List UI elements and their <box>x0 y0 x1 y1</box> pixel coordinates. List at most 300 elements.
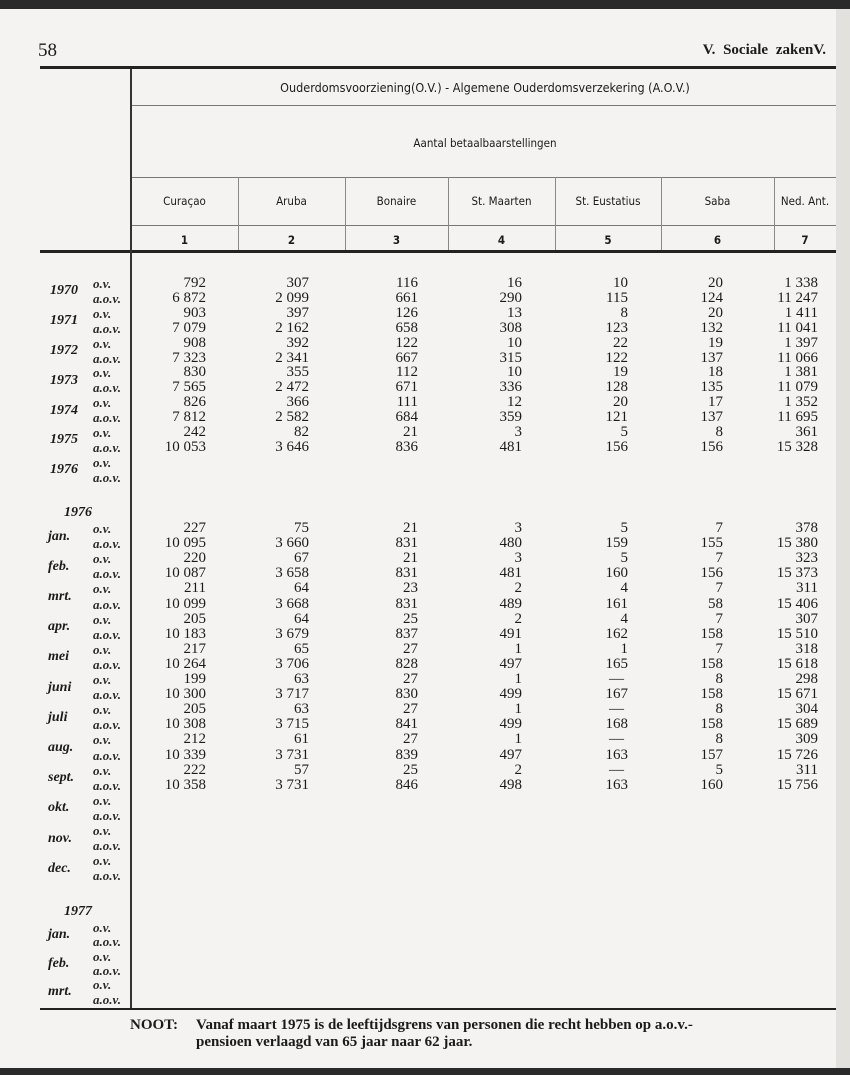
row-type-ov: o.v. <box>93 395 112 411</box>
table-cell: — <box>609 701 624 718</box>
month-label: juli <box>48 709 68 725</box>
footnote-line-2: pensioen verlaagd van 65 jaar naar 62 jaar. <box>196 1034 473 1050</box>
row-type-aov: a.o.v. <box>93 934 122 950</box>
table-cell: 67 <box>294 550 309 567</box>
table-cell: 366 <box>286 394 309 411</box>
table-cell: 22 <box>613 334 628 351</box>
table-cell: 15 510 <box>776 625 818 642</box>
table-cell: 3 731 <box>275 776 309 793</box>
table-cell: 20 <box>708 304 723 321</box>
column-header: Curaçao <box>163 194 206 208</box>
table-cell: 830 <box>395 686 418 703</box>
table-cell: 27 <box>403 640 418 657</box>
year-label: 1970 <box>50 283 78 299</box>
columns-rule <box>131 225 836 226</box>
column-number: 4 <box>497 233 506 247</box>
footnote <box>130 1017 693 1051</box>
table-cell: 323 <box>795 550 818 567</box>
table-cell: 135 <box>700 379 723 396</box>
table-cell: 1 352 <box>784 394 818 411</box>
table-cell: 11 695 <box>777 409 818 426</box>
table-cell: 10 053 <box>164 438 206 455</box>
column-header: Bonaire <box>376 194 417 208</box>
table-cell: 128 <box>605 379 628 396</box>
table-cell: 65 <box>294 640 309 657</box>
table-cell: 3 731 <box>275 746 309 763</box>
table-cell: 15 756 <box>776 776 818 793</box>
table-cell: 27 <box>403 671 418 687</box>
table-cell: 7 565 <box>172 379 206 396</box>
table-cell: 163 <box>605 776 628 793</box>
table-cell: 336 <box>499 379 522 396</box>
table-cell: 846 <box>395 776 418 793</box>
table-cell: 123 <box>605 319 628 336</box>
column-header: Ned. Ant. <box>780 194 830 208</box>
table-cell: 158 <box>700 655 723 672</box>
row-type-ov: o.v. <box>93 276 112 291</box>
table-cell: 82 <box>294 424 309 440</box>
table-cell: 64 <box>294 610 309 627</box>
table-cell: 378 <box>795 520 818 536</box>
table-cell: 1 338 <box>784 275 818 291</box>
footnote-line-1: Vanaf maart 1975 is de leeftijdsgrens van personen die recht hebben op a.o.v.- <box>196 1017 693 1033</box>
table-cell: 222 <box>183 761 206 778</box>
header-bottom-rule <box>40 250 836 253</box>
table-cell: 15 373 <box>776 565 818 582</box>
table-cell: 8 <box>715 731 723 748</box>
table-cell: 242 <box>183 424 206 440</box>
table-cell: 19 <box>613 364 628 381</box>
row-type-ov: o.v. <box>93 762 112 778</box>
month-label: mei <box>48 649 69 665</box>
column-divider <box>555 177 556 250</box>
column-number: 6 <box>713 233 722 247</box>
table-cell: 156 <box>700 565 723 582</box>
table-cell: 211 <box>184 580 206 597</box>
month-label: okt. <box>48 800 70 816</box>
stub-divider <box>130 69 132 1008</box>
table-cell: 1 <box>514 701 522 718</box>
table-cell: 307 <box>795 610 818 627</box>
month-label: sept. <box>48 770 75 786</box>
table-cell: 21 <box>403 424 418 440</box>
table-cell: 361 <box>795 424 818 440</box>
table-cell: 499 <box>499 686 522 703</box>
table-cell: 155 <box>700 535 723 552</box>
table-cell: 158 <box>700 686 723 703</box>
table-cell: 156 <box>605 438 628 455</box>
table-cell: 16 <box>507 275 522 291</box>
column-header: St. Maarten <box>471 194 532 208</box>
table-cell: 27 <box>403 701 418 718</box>
table-cell: 10 <box>507 334 522 351</box>
month-label: feb. <box>48 558 70 574</box>
column-header: St. Eustatius <box>575 194 641 208</box>
month-label: mrt. <box>48 984 72 1000</box>
table-cell: 671 <box>395 379 418 396</box>
table-cell: 7 <box>715 520 723 536</box>
row-type-aov: a.o.v. <box>93 439 122 455</box>
table-cell: 156 <box>700 438 723 455</box>
table-cell: 661 <box>395 289 418 306</box>
row-type-ov: o.v. <box>93 641 112 657</box>
table-cell: 205 <box>183 610 206 627</box>
table-cell: 3 660 <box>275 535 309 552</box>
table-cell: 10 183 <box>164 625 206 642</box>
month-label: juni <box>48 679 72 695</box>
month-label: mrt. <box>48 588 72 604</box>
month-label: feb. <box>48 955 70 971</box>
row-type-aov: a.o.v. <box>93 687 122 703</box>
row-type-ov: o.v. <box>93 948 112 964</box>
year-label: 1972 <box>50 343 78 359</box>
row-type-ov: o.v. <box>93 551 112 567</box>
table-cell: 836 <box>395 438 418 455</box>
column-divider <box>238 177 239 250</box>
table-cell: 7 <box>715 610 723 627</box>
table-cell: 17 <box>708 394 723 411</box>
table-cell: 20 <box>708 275 723 291</box>
table-cell: 5 <box>620 550 628 567</box>
year-label: 1974 <box>50 402 78 418</box>
column-header: Saba <box>704 194 731 208</box>
table-cell: 828 <box>395 655 418 672</box>
table-cell: 8 <box>620 304 628 321</box>
table-cell: 160 <box>605 565 628 582</box>
row-type-ov: o.v. <box>93 305 112 321</box>
table-cell: 15 328 <box>776 438 818 455</box>
table-cell: 64 <box>294 580 309 597</box>
table-cell: 11 041 <box>777 319 818 336</box>
table-cell: 167 <box>605 686 628 703</box>
row-type-aov: a.o.v. <box>93 350 122 366</box>
title-rule <box>131 105 836 106</box>
table-cell: 3 706 <box>275 655 309 672</box>
table-cell: 7 <box>715 640 723 657</box>
table-cell: 298 <box>795 671 818 687</box>
table-cell: 163 <box>605 746 628 763</box>
row-type-ov: o.v. <box>93 977 112 993</box>
row-type-aov: a.o.v. <box>93 626 122 642</box>
table-cell: 3 <box>514 424 522 440</box>
table-cell: 3 717 <box>275 686 309 703</box>
year-label: 1975 <box>50 432 78 448</box>
table-cell: 1 <box>514 671 522 687</box>
table-title: Ouderdomsvoorziening(O.V.) - Algemene Ouderdomsverzekering (A.O.V.) <box>280 80 690 95</box>
table-cell: — <box>609 761 624 778</box>
table-cell: 11 079 <box>777 379 818 396</box>
table-cell: 115 <box>606 289 628 306</box>
row-type-ov: o.v. <box>93 425 112 440</box>
scan-bottom-border <box>0 1068 850 1075</box>
table-cell: 11 066 <box>777 349 818 366</box>
scan-top-border <box>0 0 850 9</box>
table-cell: 3 <box>514 550 522 567</box>
table-cell: 10 300 <box>164 686 206 703</box>
table-cell: 158 <box>700 625 723 642</box>
table-cell: 10 339 <box>164 746 206 763</box>
table-cell: 831 <box>395 565 418 582</box>
table-cell: 3 <box>514 520 522 536</box>
table-cell: 2 472 <box>275 379 309 396</box>
row-type-aov: a.o.v. <box>93 380 122 396</box>
table-cell: 1 <box>514 731 522 748</box>
table-cell: 161 <box>605 595 628 612</box>
table-cell: 7 <box>715 580 723 597</box>
year-label: 1976 <box>64 505 92 520</box>
table-cell: 392 <box>286 334 309 351</box>
table-cell: 2 <box>514 610 522 627</box>
month-label: nov. <box>48 830 72 846</box>
table-cell: 3 679 <box>275 625 309 642</box>
row-type-ov: o.v. <box>93 611 112 627</box>
row-type-aov: a.o.v. <box>93 868 122 884</box>
table-cell: 10 087 <box>164 565 206 582</box>
running-head-text: V. Sociale zaken <box>702 42 814 58</box>
row-type-ov: o.v. <box>93 732 112 748</box>
table-cell: 491 <box>499 625 522 642</box>
table-cell: 10 095 <box>164 535 206 552</box>
table-cell: 1 381 <box>784 364 818 381</box>
table-cell: 132 <box>700 319 723 336</box>
column-number: 1 <box>180 233 189 247</box>
table-cell: 20 <box>613 394 628 411</box>
row-type-aov: a.o.v. <box>93 962 122 978</box>
page-number: 58 <box>38 40 57 61</box>
table-cell: 10 099 <box>164 595 206 612</box>
table-cell: 162 <box>605 625 628 642</box>
table-cell: 481 <box>499 438 522 455</box>
table-cell: 25 <box>403 610 418 627</box>
table-cell: 1 <box>620 640 628 657</box>
row-type-ov: o.v. <box>93 335 112 351</box>
table-cell: 8 <box>715 424 723 440</box>
column-number: 7 <box>801 233 809 247</box>
table-cell: 3 715 <box>275 716 309 733</box>
running-head <box>703 42 826 59</box>
column-number: 2 <box>287 233 296 247</box>
table-cell: 2 <box>514 580 522 597</box>
table-subtitle: Aantal betaalbaarstellingen <box>413 136 557 150</box>
table-cell: 159 <box>605 535 628 552</box>
table-cell: 841 <box>395 716 418 733</box>
table-cell: 792 <box>183 275 206 291</box>
table-cell: 5 <box>715 761 723 778</box>
table-cell: 112 <box>396 364 418 381</box>
month-label: apr. <box>48 619 71 635</box>
table-cell: 359 <box>499 409 522 426</box>
table-cell: 3 658 <box>275 565 309 582</box>
top-rule <box>40 66 836 69</box>
table-cell: 684 <box>395 409 418 426</box>
table-cell: 220 <box>183 550 206 567</box>
table-cell: 2 099 <box>275 289 309 306</box>
table-cell: 3 646 <box>275 438 309 455</box>
month-label: aug. <box>48 739 74 755</box>
table-cell: 318 <box>795 640 818 657</box>
table-cell: 157 <box>700 746 723 763</box>
row-type-ov: o.v. <box>93 702 112 718</box>
table-cell: 168 <box>605 716 628 733</box>
year-label: 1976 <box>50 462 78 478</box>
column-divider <box>448 177 449 250</box>
row-type-aov: a.o.v. <box>93 838 122 854</box>
row-type-aov: a.o.v. <box>93 536 122 552</box>
table-cell: 58 <box>708 595 723 612</box>
table-cell: 15 689 <box>776 716 818 733</box>
table-cell: 227 <box>183 520 206 536</box>
month-label: jan. <box>48 927 71 943</box>
column-divider <box>661 177 662 250</box>
table-cell: 4 <box>620 610 628 627</box>
row-type-aov: a.o.v. <box>93 469 122 485</box>
column-header: Aruba <box>276 194 307 208</box>
table-cell: — <box>609 671 624 687</box>
table-cell: 57 <box>294 761 309 778</box>
row-type-aov: a.o.v. <box>93 807 122 823</box>
table-cell: 837 <box>395 625 418 642</box>
table-cell: 158 <box>700 716 723 733</box>
row-type-ov: o.v. <box>93 454 112 470</box>
table-cell: 212 <box>183 731 206 748</box>
row-type-aov: a.o.v. <box>93 596 122 612</box>
table-cell: 5 <box>620 424 628 440</box>
table-cell: 160 <box>700 776 723 793</box>
row-type-ov: o.v. <box>93 823 112 838</box>
table-cell: 903 <box>183 304 206 321</box>
table-cell: 12 <box>507 394 522 411</box>
table-cell: 10 358 <box>164 776 206 793</box>
table-cell: 8 <box>715 701 723 718</box>
table-cell: 315 <box>499 349 522 366</box>
column-number: 3 <box>392 233 401 247</box>
table-cell: 3 668 <box>275 595 309 612</box>
table-cell: 122 <box>605 349 628 366</box>
table-cell: 124 <box>700 289 723 306</box>
table-cell: 10 <box>613 275 628 291</box>
table-cell: 830 <box>183 364 206 381</box>
table-cell: 1 411 <box>784 304 818 321</box>
row-type-ov: o.v. <box>93 672 112 687</box>
row-type-aov: a.o.v. <box>93 410 122 426</box>
month-label: dec. <box>48 860 71 876</box>
table-cell: 11 247 <box>777 289 818 306</box>
table-cell: 122 <box>395 334 418 351</box>
next-page-edge <box>836 9 850 1075</box>
table-cell: 7 079 <box>172 319 206 336</box>
table-cell: 15 671 <box>776 686 818 703</box>
table-cell: 480 <box>499 535 522 552</box>
table-cell: 21 <box>403 550 418 567</box>
table-cell: — <box>609 731 624 748</box>
table-cell: 15 380 <box>776 535 818 552</box>
table-cell: 137 <box>700 409 723 426</box>
month-label: jan. <box>48 528 71 544</box>
table-bottom-rule <box>40 1008 836 1010</box>
table-cell: 63 <box>294 701 309 718</box>
row-type-ov: o.v. <box>93 521 112 536</box>
table-cell: 4 <box>620 580 628 597</box>
year-label: 1971 <box>50 313 78 329</box>
table-cell: 116 <box>396 275 418 291</box>
table-cell: 10 <box>507 364 522 381</box>
table-cell: 2 162 <box>275 319 309 336</box>
table-cell: 19 <box>708 334 723 351</box>
table-cell: 1 <box>514 640 522 657</box>
table-cell: 1 397 <box>784 334 818 351</box>
table-cell: 355 <box>286 364 309 381</box>
column-divider <box>774 177 775 250</box>
table-cell: 489 <box>499 595 522 612</box>
table-cell: 831 <box>395 535 418 552</box>
table-cell: 75 <box>294 520 309 536</box>
column-number: 5 <box>604 233 612 247</box>
table-cell: 2 <box>514 761 522 778</box>
table-cell: 8 <box>715 671 723 687</box>
table-cell: 831 <box>395 595 418 612</box>
row-type-aov: a.o.v. <box>93 320 122 336</box>
table-cell: 826 <box>183 394 206 411</box>
table-cell: 18 <box>708 364 723 381</box>
row-type-ov: o.v. <box>93 365 112 381</box>
table-cell: 121 <box>605 409 628 426</box>
table-cell: 304 <box>795 701 818 718</box>
table-cell: 13 <box>507 304 522 321</box>
table-cell: 217 <box>183 640 206 657</box>
table-cell: 165 <box>605 655 628 672</box>
table-cell: 397 <box>286 304 309 321</box>
table-cell: 25 <box>403 761 418 778</box>
table-cell: 111 <box>396 394 418 411</box>
table-cell: 10 308 <box>164 716 206 733</box>
table-cell: 308 <box>499 319 522 336</box>
table-cell: 309 <box>795 731 818 748</box>
table-cell: 205 <box>183 701 206 718</box>
table-cell: 10 264 <box>164 655 206 672</box>
table-cell: 15 726 <box>776 746 818 763</box>
table-cell: 63 <box>294 671 309 687</box>
row-type-aov: a.o.v. <box>93 717 122 733</box>
table-cell: 481 <box>499 565 522 582</box>
table-cell: 307 <box>286 275 309 291</box>
table-cell: 498 <box>499 776 522 793</box>
table-cell: 126 <box>395 304 418 321</box>
row-type-aov: a.o.v. <box>93 656 122 672</box>
table-cell: 7 323 <box>172 349 206 366</box>
row-type-aov: a.o.v. <box>93 747 122 763</box>
table-cell: 199 <box>183 671 206 687</box>
table-cell: 27 <box>403 731 418 748</box>
table-cell: 5 <box>620 520 628 536</box>
table-cell: 908 <box>183 334 206 351</box>
row-type-aov: a.o.v. <box>93 290 122 306</box>
table-cell: 15 406 <box>776 595 818 612</box>
table-cell: 290 <box>499 289 522 306</box>
footnote-label: NOOT: <box>130 1017 179 1033</box>
table-cell: 61 <box>294 731 309 748</box>
table-cell: 839 <box>395 746 418 763</box>
year-label: 1973 <box>50 372 78 388</box>
table-cell: 137 <box>700 349 723 366</box>
table-cell: 497 <box>499 655 522 672</box>
row-type-aov: a.o.v. <box>93 777 122 793</box>
table-cell: 311 <box>796 580 818 597</box>
row-type-ov: o.v. <box>93 581 112 597</box>
table-cell: 497 <box>499 746 522 763</box>
running-head-suffix: V. <box>813 42 826 58</box>
table-cell: 15 618 <box>776 655 818 672</box>
table-cell: 23 <box>403 580 418 597</box>
